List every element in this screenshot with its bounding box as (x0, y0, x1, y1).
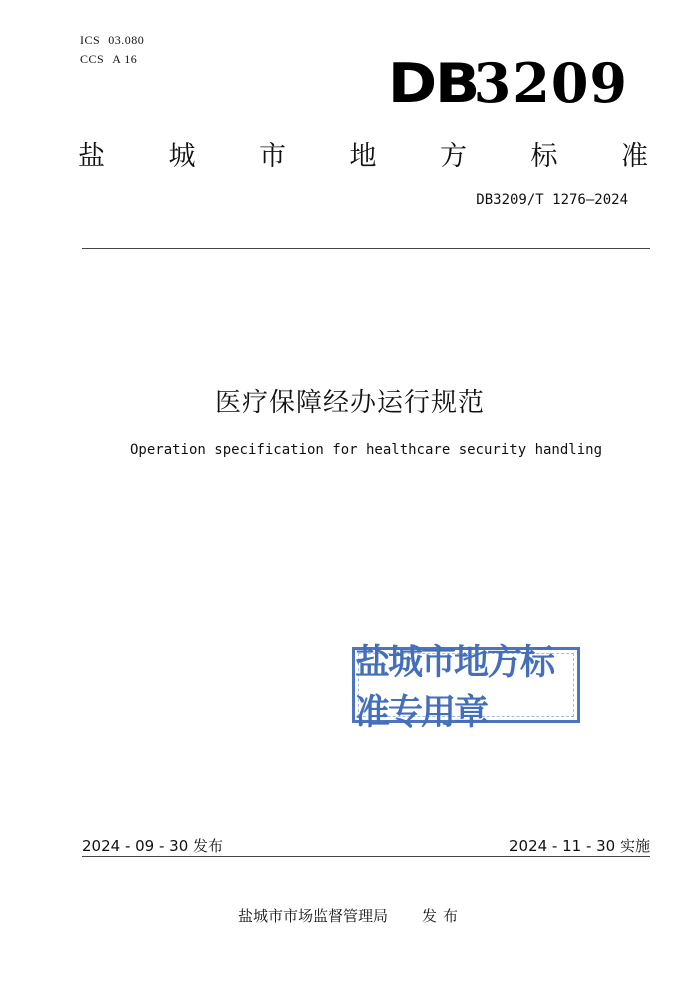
issuer-action: 发布 (422, 907, 465, 925)
issuer (238, 905, 464, 926)
document-title: 医疗保障经办运行规范 (214, 388, 485, 418)
stamp-text: 盐城市地方标准专用章 (355, 643, 554, 733)
ics-value: 03.080 (108, 33, 145, 47)
logo-number: 3209 (473, 51, 628, 115)
region-title-char: 盐 (78, 141, 105, 172)
release-date: 2024 - 09 - 30 发布 (82, 837, 224, 855)
region-title-char: 准 (621, 141, 648, 172)
document-subtitle: Operation specification for healthcare security handling (129, 442, 602, 458)
region-title-char: 城 (168, 141, 196, 172)
ccs-value: A 16 (112, 52, 138, 66)
top-divider (82, 248, 650, 249)
region-title-char: 方 (440, 141, 467, 172)
logo-db: DB (387, 52, 478, 115)
bottom-divider (82, 856, 650, 857)
standard-number: DB3209/T 1276—2024 (476, 192, 628, 208)
ccs-label: CCS (80, 52, 105, 66)
region-standard-title (78, 134, 648, 173)
issuer-org: 盐城市市场监督管理局 (238, 907, 389, 925)
ics-label: ICS (80, 33, 101, 47)
region-title-char: 标 (530, 141, 558, 172)
official-stamp (352, 643, 580, 733)
region-title-char: 市 (259, 141, 286, 172)
implementation-date: 2024 - 11 - 30 实施 (508, 837, 650, 855)
ics-code (80, 33, 144, 48)
region-title-char: 地 (349, 141, 377, 172)
ccs-code (80, 52, 137, 67)
standard-logo (387, 51, 628, 115)
